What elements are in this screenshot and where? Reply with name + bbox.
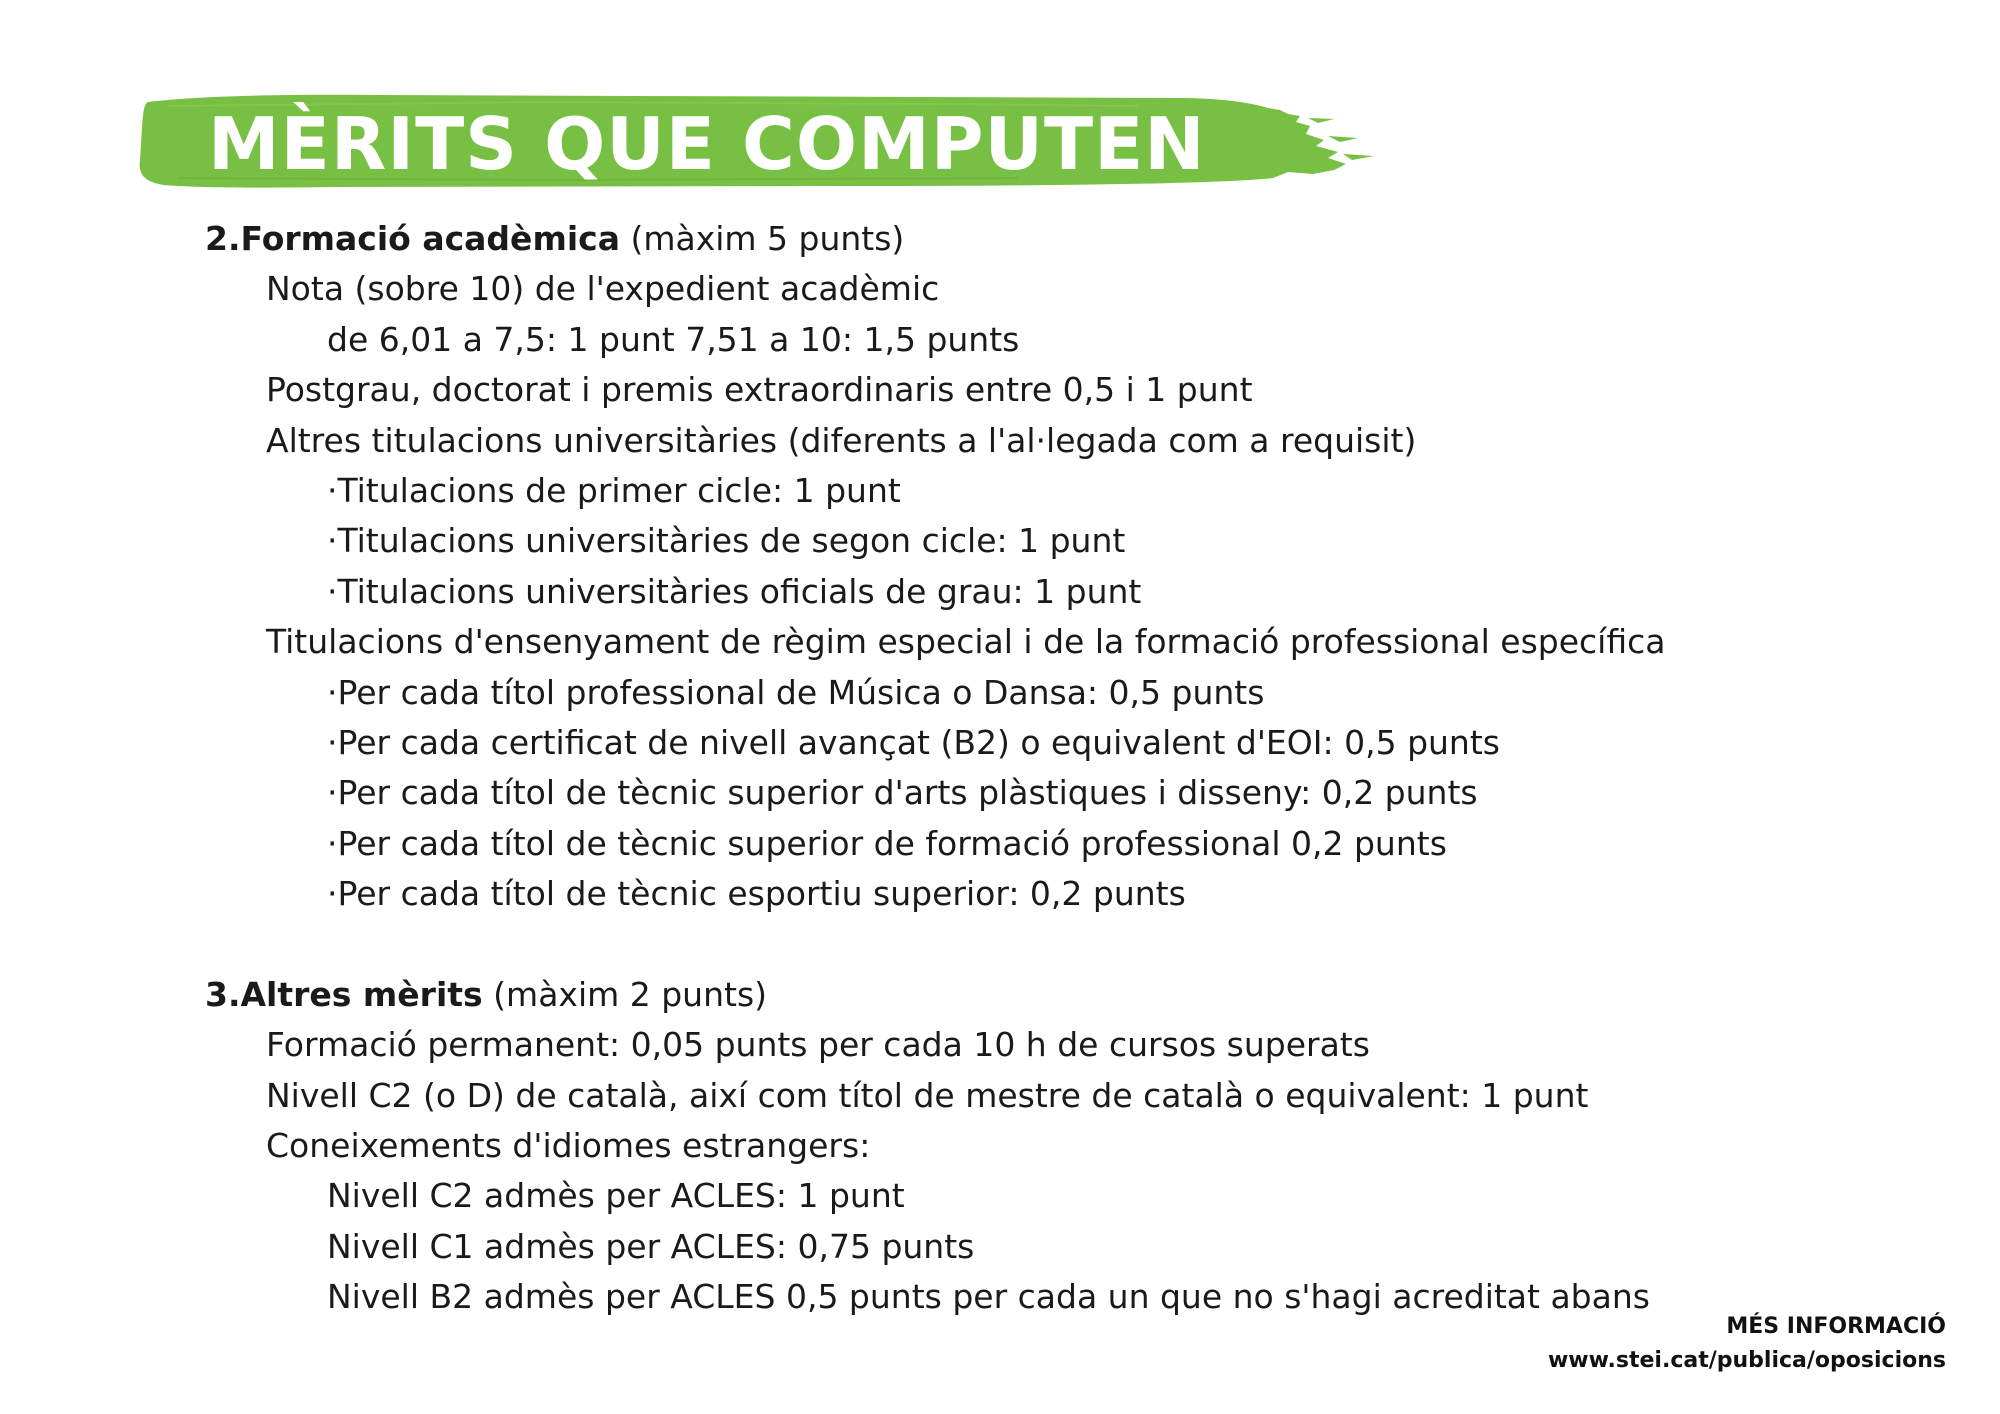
page-title: MÈRITS QUE COMPUTEN [208,102,1206,186]
list-item: Titulacions d'ensenyament de règim especial i de la formació professional específica [266,622,1666,662]
list-item: Nivell B2 admès per ACLES 0,5 punts per cada un que no s'hagi acreditat abans [327,1277,1650,1317]
list-item: Nivell C2 admès per ACLES: 1 punt [327,1176,905,1216]
section-title-max: (màxim 2 punts) [482,974,768,1014]
list-item: Nivell C2 (o D) de català, així com títol de mestre de català o equivalent: 1 punt [266,1075,1589,1115]
list-item: ·Titulacions universitàries oficials de grau: 1 punt [327,571,1142,611]
list-item: Postgrau, doctorat i premis extraordinaris entre 0,5 i 1 punt [266,370,1253,410]
list-item: ·Per cada títol de tècnic superior d'arts plàstiques i disseny: 0,2 punts [327,773,1478,813]
section-spacer [205,919,1925,969]
list-item: Nivell C1 admès per ACLES: 0,75 punts [327,1226,975,1266]
more-info-link[interactable]: www.stei.cat/publica/oposicions [1547,1348,1946,1373]
section-title-bold: 3.Altres mèrits [205,974,483,1014]
list-item: Altres titulacions universitàries (diferents a l'al·legada com a requisit) [266,420,1417,460]
list-item: Coneixements d'idiomes estrangers: [266,1126,871,1166]
section-heading-formacio [205,214,1925,264]
list-item: ·Titulacions de primer cicle: 1 punt [327,470,901,510]
list-item: de 6,01 a 7,5: 1 punt 7,51 a 10: 1,5 punts [327,319,1020,359]
list-item: ·Titulacions universitàries de segon cicle: 1 punt [327,521,1126,561]
title-banner [138,88,1388,198]
list-item: ·Per cada títol de tècnic esportiu superior: 0,2 punts [327,874,1186,914]
more-info-label: MÉS INFORMACIÓ [1726,1314,1946,1339]
section-title-max: (màxim 5 punts) [619,219,905,258]
list-item: Formació permanent: 0,05 punts per cada 10 h de cursos superats [266,1025,1370,1065]
section-title-bold: 2.Formació acadèmica [205,219,620,258]
list-item: ·Per cada títol de tècnic superior de formació professional 0,2 punts [327,823,1447,863]
merits-content [205,214,1925,1323]
list-item: Nota (sobre 10) de l'expedient acadèmic [266,269,940,309]
list-item: ·Per cada títol professional de Música o Dansa: 0,5 punts [327,672,1265,712]
list-item: ·Per cada certificat de nivell avançat (B2) o equivalent d'EOI: 0,5 punts [327,722,1500,762]
more-info-footer [1548,1310,1946,1378]
section-heading-altres [205,970,1925,1020]
